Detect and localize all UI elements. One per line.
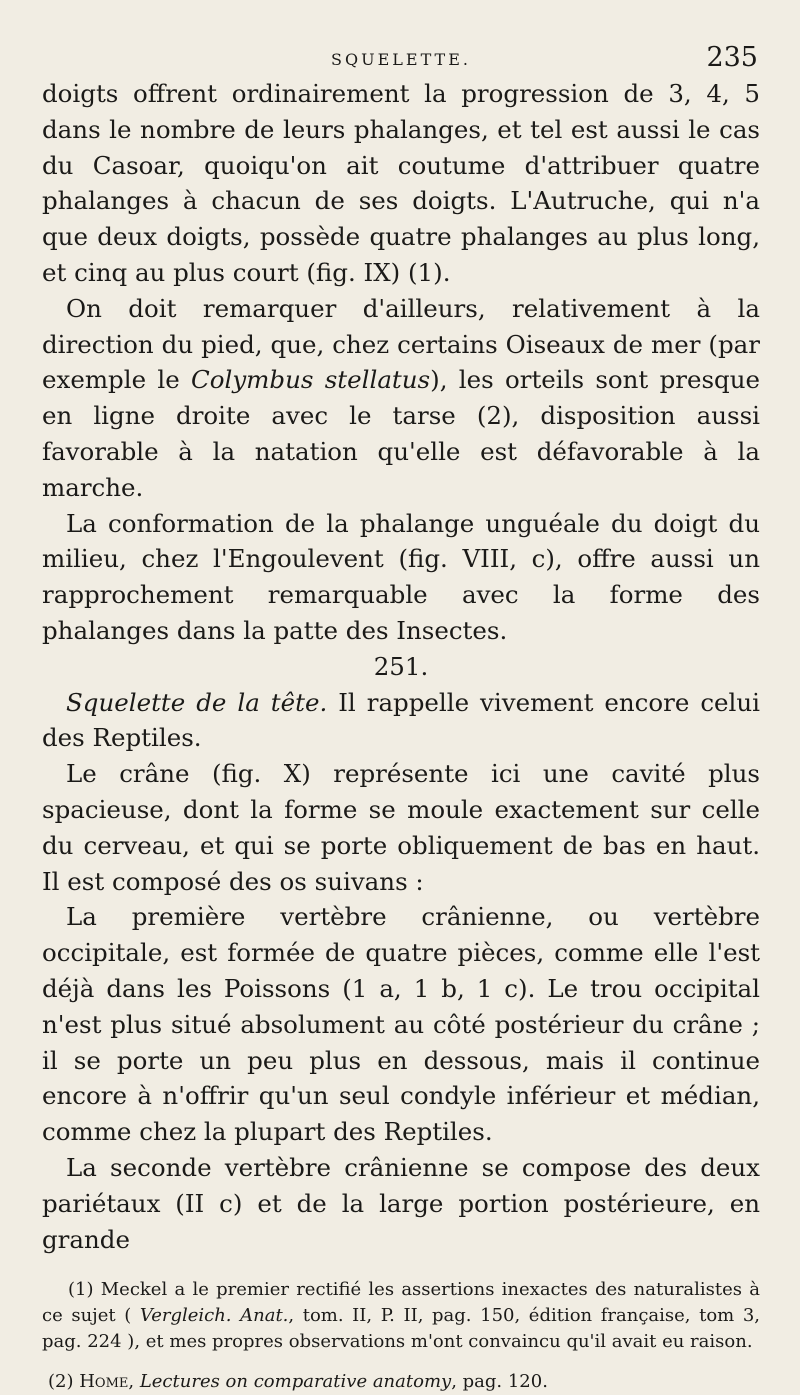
- section-heading: Squelette de la tête.: [66, 687, 328, 717]
- paragraph-text: On doit remarquer d'ailleurs, relativement à la direction du pied, que, chez certains Oiseaux de mer (par exemple le: [42, 293, 760, 395]
- paragraph-continuation: doigts offrent ordinairement la progression de 3, 4, 5 dans le nombre de leurs phalanges, et tel est aussi le cas du Casoar, quoiqu'on ait coutume d'attribuer quatre phalanges à chacun de ses doigts. L'Autruche, qui n'a que deux doigts, possède quatre phalanges au plus long, et cinq au plus court (fig. IX) (1).: [42, 79, 760, 287]
- paragraph-text: ), les orteils sont presque en ligne droite avec le tarse (2), disposition aussi favorable à la natation qu'elle est défavorable à la marche.: [42, 365, 760, 502]
- footnote-citation: Lectures on comparative anatomy: [139, 1371, 452, 1393]
- species-name: Colymbus stellatus: [191, 365, 431, 395]
- paragraph-second-vertebra: La seconde vertèbre crânienne se compose des deux pariétaux (II c) et de la large portion postérieure, en grande: [42, 1152, 760, 1254]
- footnote-1: [42, 1277, 760, 1355]
- footnote-text: ,: [128, 1371, 140, 1393]
- paragraph-text: Il rappelle vivement encore celui des Reptiles.: [42, 687, 760, 753]
- paragraph-foot-direction: [42, 291, 760, 506]
- paragraph-skull-heading: [42, 685, 760, 757]
- running-head: [42, 42, 760, 76]
- paragraph-ungual-phalanx: La conformation de la phalange unguéale du doigt du milieu, chez l'Engoulevent (fig. VIII, c), offre aussi un rapprochement remarquable avec la forme des phalanges dans la patte des Insectes.: [42, 508, 760, 645]
- body-text: [42, 76, 760, 1257]
- footnote-citation: Vergleich. Anat.: [139, 1305, 289, 1327]
- paragraph-cranium: Le crâne (fig. X) représente ici une cavité plus spacieuse, dont la forme se moule exactement sur celle du cerveau, et qui se porte obliquement de bas en haut. Il est composé des os suivans :: [42, 759, 760, 896]
- paragraph-first-vertebra: La première vertèbre crânienne, ou vertèbre occipitale, est formée de quatre pièces, comme elle l'est déjà dans les Poissons (1 a, 1 b, 1 c). Le trou occipital n'est plus situé absolument au côté postérieur du crâne ; il se porte un peu plus en dessous, mais il continue encore à n'offrir qu'un seul condyle inférieur et médian, comme chez la plupart des Reptiles.: [42, 902, 760, 1147]
- footnote-text: , pag. 120.: [451, 1371, 548, 1393]
- footnote-2: [42, 1369, 760, 1395]
- page-number: 235: [706, 42, 758, 73]
- section-number: 251.: [373, 651, 429, 681]
- running-title: SQUELETTE.: [331, 50, 471, 69]
- footnote-text: , tom. II, P. II, pag. 150, édition française, tom 3, pag. 224 ), et mes propres observations m'ont convaincu qu'il avait eu raison.: [42, 1305, 761, 1353]
- footnotes: [42, 1277, 760, 1395]
- footnote-author: (2) Home: [48, 1371, 129, 1393]
- footnote-text: (1) Meckel a le premier rectifié les assertions inexactes des naturalistes à ce sujet (: [42, 1279, 760, 1327]
